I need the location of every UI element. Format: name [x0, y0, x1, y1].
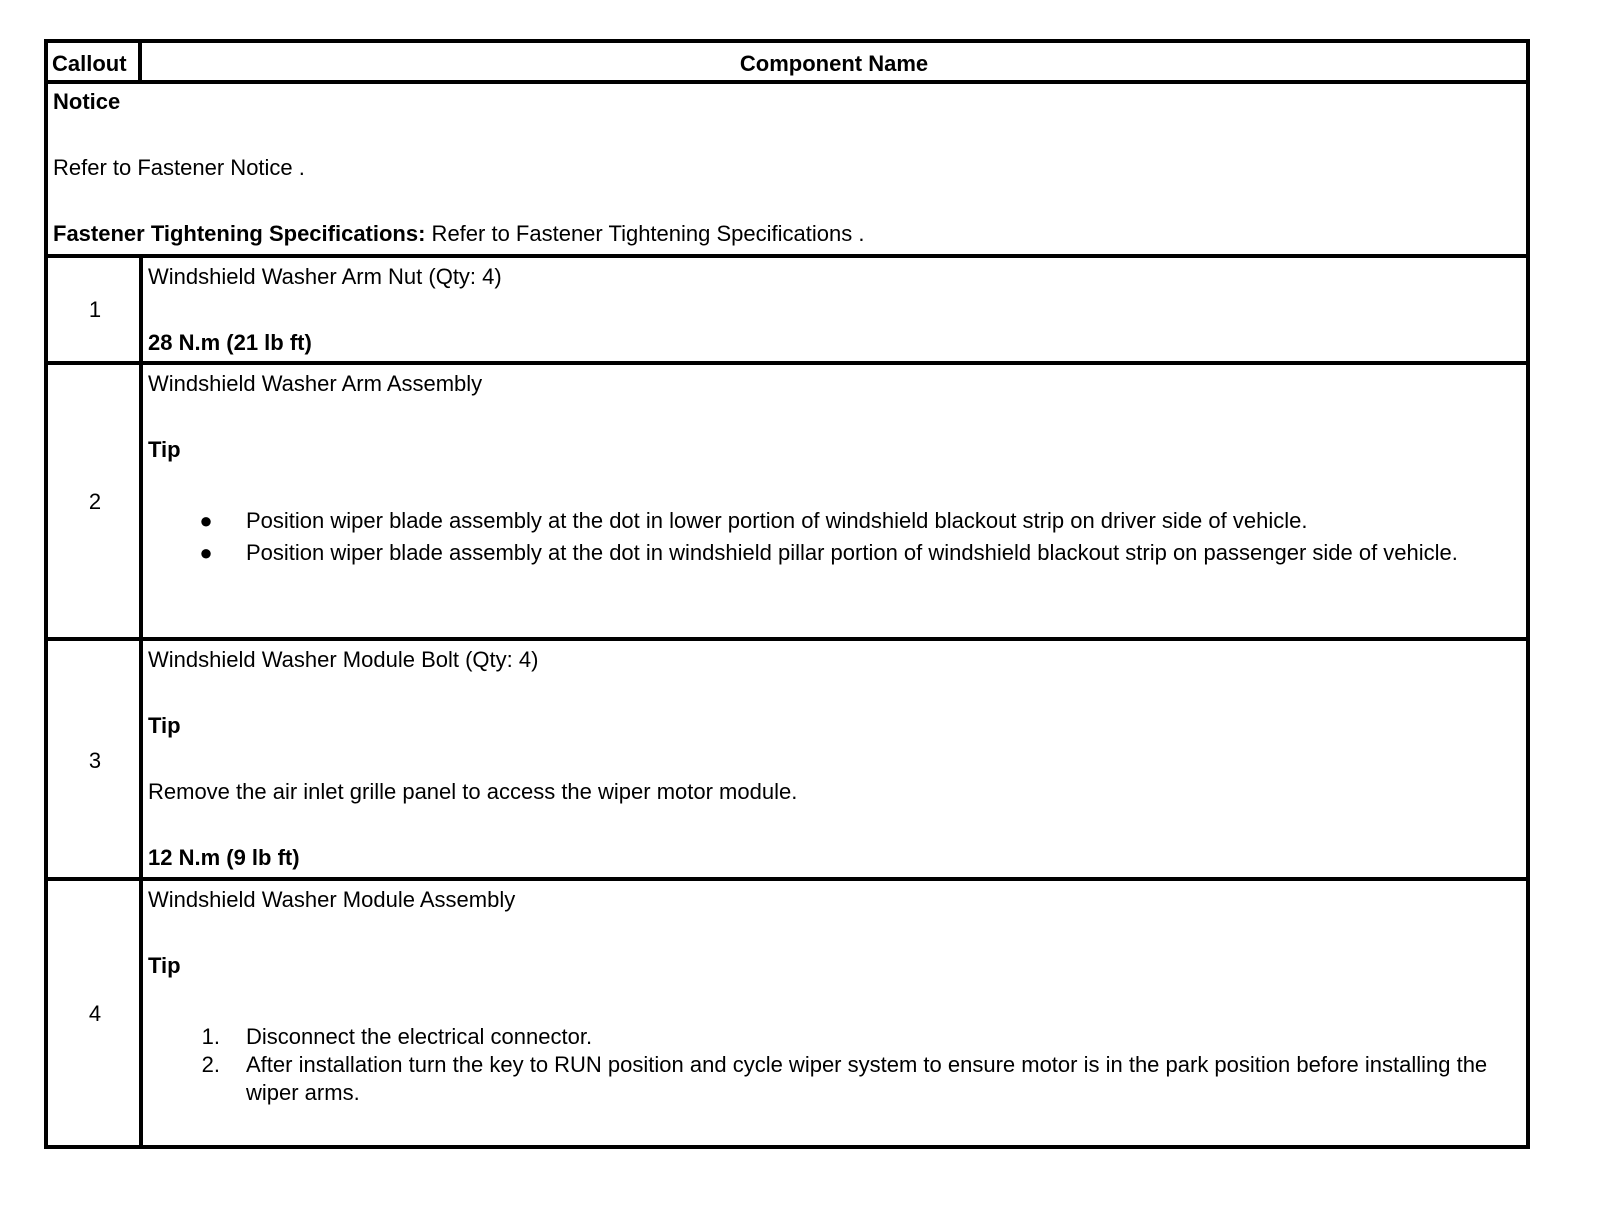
component-cell — [148, 887, 1510, 1107]
list-item: 2. After installation turn the key to RUN position and cycle wiper system to ensure motor is in the park position before installing the wiper arms. — [148, 1051, 1510, 1107]
tip-label: Tip — [148, 437, 181, 462]
notice-text: Refer to Fastener Notice . — [53, 155, 305, 180]
step-number: 2. — [201, 1052, 220, 1077]
component-cell — [148, 647, 1510, 871]
fastener-spec-label: Fastener Tightening Specifications: — [53, 221, 426, 246]
list-item: ● Position wiper blade assembly at the dot in windshield pillar portion of windshield blackout strip on passenger side of vehicle. — [148, 539, 1510, 567]
bullet-icon: ● — [199, 508, 213, 533]
row-divider — [48, 361, 1526, 365]
header-callout: Callout — [52, 51, 127, 76]
list-item: ● Position wiper blade assembly at the dot in lower portion of windshield blackout strip on driver side of vehicle. — [148, 507, 1510, 535]
tip-text: Remove the air inlet grille panel to access the wiper motor module. — [148, 779, 798, 804]
tip-label: Tip — [148, 953, 181, 978]
callout-number: 1 — [88, 297, 102, 322]
component-name: Windshield Washer Module Bolt (Qty: 4) — [148, 647, 539, 672]
header-component-name: Component Name — [739, 51, 929, 76]
row-divider — [48, 80, 1526, 84]
component-name: Windshield Washer Arm Assembly — [148, 371, 483, 396]
tip-bullet-list — [148, 507, 1510, 567]
torque-spec: 12 N.m (9 lb ft) — [148, 845, 300, 870]
row-divider — [48, 877, 1526, 881]
step-number: 1. — [201, 1024, 220, 1049]
bullet-icon: ● — [199, 540, 213, 565]
component-cell — [148, 264, 1510, 356]
component-name: Windshield Washer Arm Nut (Qty: 4) — [148, 264, 502, 289]
tip-step-list — [148, 1023, 1510, 1107]
torque-spec: 28 N.m (21 lb ft) — [148, 330, 312, 355]
row-divider — [48, 254, 1526, 258]
component-table — [44, 39, 1530, 1149]
fastener-spec-text: Refer to Fastener Tightening Specifications . — [425, 221, 865, 246]
notice-section — [53, 89, 1516, 247]
component-cell — [148, 371, 1510, 567]
callout-number: 2 — [88, 489, 102, 514]
component-name: Windshield Washer Module Assembly — [148, 887, 516, 912]
callout-number: 3 — [88, 748, 102, 773]
callout-number: 4 — [88, 1001, 102, 1026]
notice-title: Notice — [53, 89, 121, 114]
tip-label: Tip — [148, 713, 181, 738]
row-divider — [48, 637, 1526, 641]
list-item: 1. Disconnect the electrical connector. — [148, 1023, 1510, 1051]
fastener-spec-line — [53, 221, 1516, 247]
